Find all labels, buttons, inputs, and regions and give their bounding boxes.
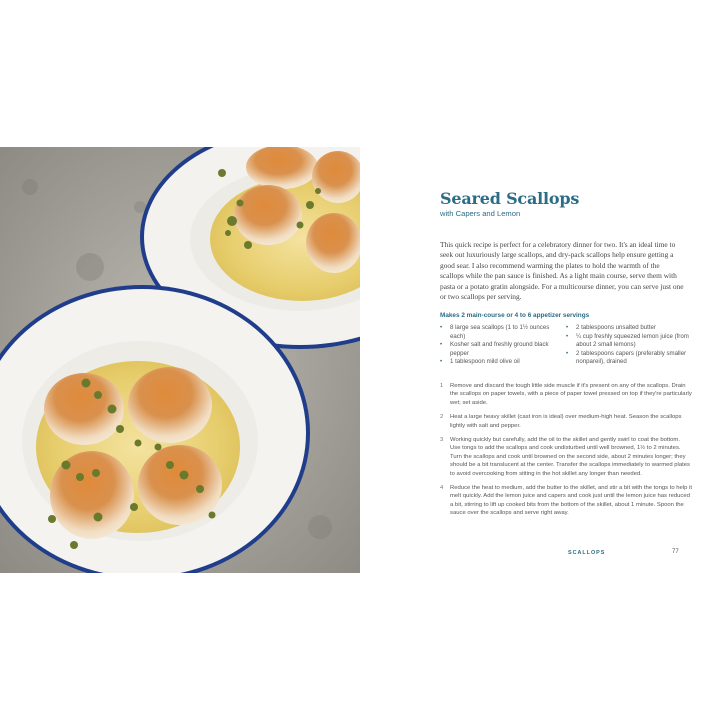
step-text: Reduce the heat to medium, add the butter to the skillet, and stir a bit with the tongs to help it melt quickly. Add the lemon juice and capers and cook just until the lemon juice has reduced a bit, stirring to lift up cooked bits from the bottom of the skillet, about 1 minute. Spoon the sauce over the scallops and serve right away.: [450, 485, 692, 517]
step-number: 1: [440, 383, 444, 389]
step-number: 2: [440, 414, 444, 421]
ingredient-item: • Kosher salt and freshly ground black pepper: [440, 341, 560, 358]
step-item: [440, 382, 692, 407]
ingredient-item: • 2 tablespoons capers (preferably smaller nonpareil), drained: [566, 350, 690, 367]
recipe-steps: [440, 382, 692, 524]
ingredients-column-2: [566, 324, 690, 367]
ingredients-column-1: [440, 324, 560, 367]
footer-section-label: SCALLOPS: [568, 550, 606, 556]
step-text: Remove and discard the tough little side muscle if it's present on any of the scallops. Drain the scallops on paper towels, with a piece of paper towel pressed on top if they're particularly wet; set aside.: [450, 383, 692, 406]
ingredient-item: • ¼ cup freshly squeezed lemon juice (from about 2 small lemons): [566, 333, 690, 350]
ingredient-item: • 2 tablespoons unsalted butter: [566, 324, 690, 333]
book-spread: [0, 147, 720, 573]
recipe-intro: This quick recipe is perfect for a celebratory dinner for two. It's an ideal time to seek out luxuriously large scallops, and dry-pack scallops help ensure getting a good sear. I also recommend warming the plates to hold the warmth of the scallops while the pan sauce is finished. As a light main course, serve them with pasta or a potato gratin alongside. For a multicourse dinner, you can serve just one or two scallops per serving.: [440, 240, 684, 302]
recipe-title: Seared Scallops: [440, 189, 580, 208]
recipe-page: [360, 147, 720, 573]
step-number: 4: [440, 485, 444, 492]
plated-scallops-illustration: [0, 147, 360, 573]
step-text: Heat a large heavy skillet (cast iron is ideal) over medium-high heat. Season the scallops lightly with salt and pepper.: [450, 414, 682, 429]
recipe-yield: Makes 2 main-course or 4 to 6 appetizer servings: [440, 312, 590, 319]
step-item: [440, 436, 692, 478]
recipe-subtitle: with Capers and Lemon: [440, 209, 521, 218]
page-number: 77: [672, 549, 679, 555]
ingredient-item: • 1 tablespoon mild olive oil: [440, 358, 560, 367]
step-item: [440, 413, 692, 430]
step-number: 3: [440, 437, 444, 444]
step-item: [440, 484, 692, 518]
scallops-photo: [0, 147, 360, 573]
step-text: Working quickly but carefully, add the oil to the skillet and gently swirl to coat the bottom. Use tongs to add the scallops and cook undisturbed until well browned, 1½ to 2 minutes. Turn the scallops and cook until browned on the second side, about 2 minutes longer; they should be a bit translucent at the center. Transfer the scallops immediately to warmed plates to avoid overcooking from sitting in the hot skillet any longer than needed.: [450, 437, 691, 477]
ingredient-item: • 8 large sea scallops (1 to 1½ ounces each): [440, 324, 560, 341]
